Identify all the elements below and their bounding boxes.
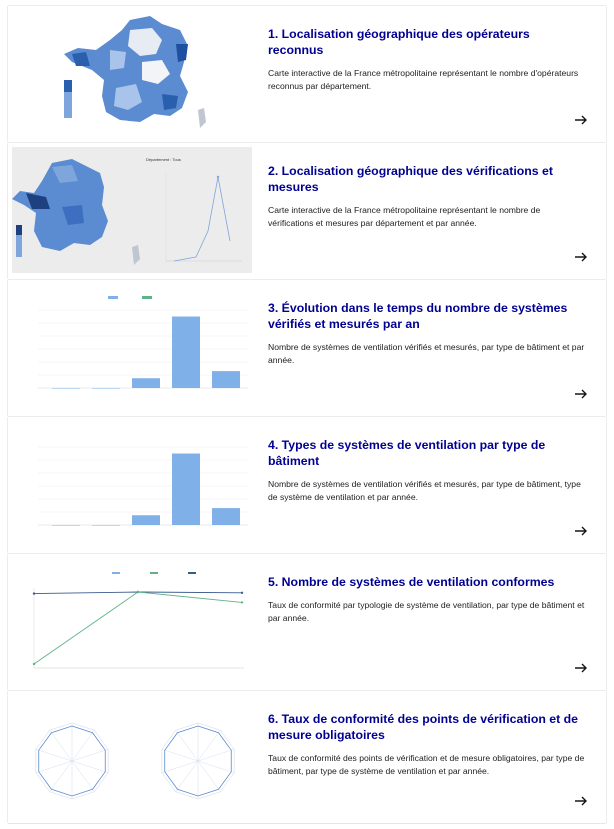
thumbnail-bar-chart	[12, 284, 252, 410]
arrow-right-icon[interactable]	[574, 795, 588, 807]
thumbnail-verifications-map	[12, 147, 252, 273]
chart-bar	[52, 525, 80, 526]
arrow-right-icon[interactable]	[574, 525, 588, 537]
card-title: 6. Taux de conformité des points de vérification et de mesure obligatoires	[268, 712, 578, 742]
card-system-types-chart[interactable]	[8, 417, 606, 553]
chart-bar	[212, 371, 240, 388]
chart-point	[241, 592, 243, 594]
card-description: Carte interactive de la France métropolitaine représentant le nombre d'opérateurs reconnus par département.	[268, 68, 579, 91]
card-description: Nombre de systèmes de ventilation vérifiés et mesurés, par type de bâtiment, type de système de ventilation et par année.	[268, 479, 581, 502]
card-title: 3. Évolution dans le temps du nombre de systèmes vérifiés et mesurés par an	[268, 301, 568, 331]
card-title: 1. Localisation géographique des opérateurs reconnus	[268, 27, 530, 57]
thumbnail-radar-charts	[12, 695, 252, 821]
chart-bar	[172, 454, 200, 526]
chart-point	[137, 591, 139, 593]
chart-bar	[52, 388, 80, 389]
arrow-right-icon[interactable]	[574, 114, 588, 126]
chart-bar	[92, 388, 120, 389]
card-title: 2. Localisation géographique des vérifications et mesures	[268, 164, 553, 194]
thumbnail-france-map	[12, 10, 252, 136]
card-radar-charts[interactable]	[8, 691, 606, 823]
card-verifications-map[interactable]	[8, 143, 606, 279]
arrow-right-icon[interactable]	[574, 251, 588, 263]
chart-bar	[212, 508, 240, 525]
chart-point	[33, 592, 35, 594]
chart-point	[241, 601, 243, 603]
card-description: Carte interactive de la France métropolitaine représentant le nombre de vérifications et mesures par département et par année.	[268, 205, 541, 228]
chart-title: Département : Tous	[146, 157, 181, 162]
card-evolution-chart[interactable]	[8, 280, 606, 416]
card-title: 4. Types de systèmes de ventilation par type de bâtiment	[268, 438, 546, 468]
arrow-right-icon[interactable]	[574, 662, 588, 674]
chart-point	[217, 176, 219, 178]
legend-swatch	[108, 296, 118, 299]
legend-swatch	[142, 296, 152, 299]
card-description: Taux de conformité des points de vérification et de mesure obligatoires, par type de bâtiment, par type de système de ventilation et par année.	[268, 753, 585, 776]
card-description: Taux de conformité par typologie de système de ventilation, par type de bâtiment et par année.	[268, 600, 585, 623]
chart-bar	[172, 317, 200, 389]
chart-point	[33, 663, 35, 665]
chart-series-line	[34, 592, 242, 664]
thumbnail-line-chart	[12, 558, 252, 684]
thumbnail-stacked-bar-chart	[12, 421, 252, 547]
chart-bar	[132, 378, 160, 388]
card-operators-map[interactable]	[8, 6, 606, 142]
card-title: 5. Nombre de systèmes de ventilation conformes	[268, 575, 555, 589]
chart-series-line	[174, 177, 230, 261]
card-conformity-chart[interactable]	[8, 554, 606, 690]
card-description: Nombre de systèmes de ventilation vérifiés et mesurés, par type de bâtiment et par année.	[268, 342, 585, 365]
arrow-right-icon[interactable]	[574, 388, 588, 400]
chart-bar	[92, 525, 120, 526]
chart-bar	[132, 515, 160, 525]
